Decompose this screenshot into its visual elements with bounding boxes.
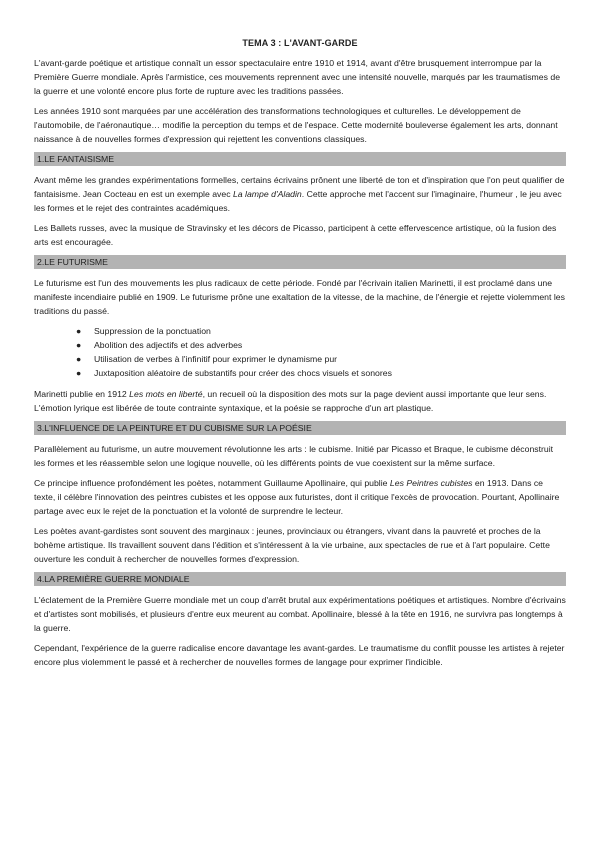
futurisme-bullet-list <box>34 324 566 380</box>
guerre-paragraph-2: Cependant, l'expérience de la guerre radicalise encore davantage les avant-gardes. Le traumatisme du conflit pousse les artistes à rejeter encore plus violemment le passé et à rechercher de nouvelles formes de langage pour exprimer l'indicible. <box>34 643 565 667</box>
document-title: TEMA 3 : L'AVANT-GARDE <box>242 38 358 48</box>
text-run: Ce principe influence profondément les poètes, notamment Guillaume Apollinaire, qui publie <box>34 478 390 488</box>
cubisme-paragraph-1: Parallèlement au futurisme, un autre mouvement révolutionne les arts : le cubisme. Initié par Picasso et Braque, le cubisme déconstruit les formes et les réassemble selon une logique nouvelle, où les différents points de vue coexistent sur la même surface. <box>34 444 554 468</box>
cubisme-paragraph-3: Les poètes avant-gardistes sont souvent des marginaux : jeunes, provinciaux ou étrangers, vivant dans la pauvreté et proches de la bohème artistique. Ils travaillent souvent dans l'édition et s'intéressent à la vie urbaine, aux spectacles de rue et à l'art populaire. Cette ouverture les conduit à rechercher de nouvelles formes d'expression. <box>34 526 550 564</box>
text-run: . Cette approche met l'accent sur l'imaginaire, l'humeur , le jeu avec les formes et le rejet des contraintes académiques. <box>34 189 562 213</box>
section-heading-guerre: 4.LA PREMIÈRE GUERRE MONDIALE <box>34 572 566 586</box>
bullet-icon: ● <box>76 354 82 364</box>
text-run: Marinetti publie en 1912 <box>34 389 130 399</box>
intro-paragraph-1: L'avant-garde poétique et artistique connaît un essor spectaculaire entre 1910 et 1914, avant d'être brusquement interrompue par la Première Guerre mondiale. Après l'armistice, ces mouvements reprennent avec une intensité nouvelle, marqués par les traumatismes de la guerre et une volonté encore plus forte de rupture avec les traditions passées. <box>34 58 561 96</box>
book-title-lampe-aladin: La lampe d'Aladin <box>232 189 302 199</box>
list-item <box>76 324 566 338</box>
guerre-paragraph-1: L'éclatement de la Première Guerre mondiale met un coup d'arrêt brutal aux expérimentations poétiques et artistiques. Nombre d'écrivains et d'artistes sont mobilisés, et plusieurs d'entre eux meurent au combat. Apollinaire, blessé à la tête en 1916, ne survivra pas longtemps à la guerre. <box>34 595 566 633</box>
text-run: en 1913. Dans ce texte, il célèbre l'innovation des peintres cubistes et les oppose aux futuristes, dont il critique l'excès de provocation. Pourtant, Apollinaire partage avec eux le rejet de la ponctuation et la volonté de surprendre le lecteur. <box>34 478 560 516</box>
list-item <box>76 338 566 352</box>
book-title-mots-en-liberte: Les mots en liberté <box>129 389 203 399</box>
futurisme-paragraph-2 <box>34 387 566 415</box>
list-item-text: Juxtaposition aléatoire de substantifs pour créer des chocs visuels et sonores <box>94 368 392 378</box>
fantaisisme-paragraph-1 <box>34 173 566 215</box>
book-title-peintres-cubistes: Les Peintres cubistes <box>389 478 473 488</box>
list-item <box>76 352 566 366</box>
bullet-icon: ● <box>76 326 82 336</box>
bullet-icon: ● <box>76 368 82 378</box>
bullet-icon: ● <box>76 340 82 350</box>
text-run: Avant même les grandes expérimentations formelles, certains écrivains prônent une liberté de ton et d'inspiration que l'on peut qualifier de fantaisisme. Jean Cocteau en est un exemple avec <box>34 175 565 199</box>
section-heading-fantaisisme: 1.LE FANTAISISME <box>34 152 566 166</box>
section-heading-futurisme: 2.LE FUTURISME <box>34 255 566 269</box>
text-run: , un recueil où la disposition des mots sur la page devient aussi importante que leur sens. L'émotion lyrique est libérée de toute contrainte syntaxique, et la poésie se rapproche d'un art plastique. <box>34 389 547 413</box>
list-item <box>76 366 566 380</box>
list-item-text: Suppression de la ponctuation <box>94 326 211 336</box>
section-heading-cubisme: 3.L'INFLUENCE DE LA PEINTURE ET DU CUBISME SUR LA POÉSIE <box>34 421 566 435</box>
cubisme-paragraph-2 <box>34 476 566 518</box>
futurisme-paragraph-1: Le futurisme est l'un des mouvements les plus radicaux de cette période. Fondé par l'écrivain italien Marinetti, il est proclamé dans une manifeste incendiaire publié en 1909. Le futurisme prône une exaltation de la vitesse, de la machine, de l'énergie et rejette violemment les traditions du passé. <box>34 278 565 316</box>
fantaisisme-paragraph-2: Les Ballets russes, avec la musique de Stravinsky et les décors de Picasso, participent à cette effervescence artistique, où la fusion des arts est encouragée. <box>34 223 557 247</box>
list-item-text: Utilisation de verbes à l'infinitif pour exprimer le dynamisme pur <box>94 354 338 364</box>
list-item-text: Abolition des adjectifs et des adverbes <box>94 340 243 350</box>
intro-paragraph-2: Les années 1910 sont marquées par une accélération des transformations technologiques et culturelles. Le développement de l'automobile, de l'aéronautique… modifie la perception du temps et de l'espace. Cette modernité bouleverse également les arts, donnant naissance à de nouvelles formes d'expression qui rejettent les conventions classiques. <box>34 106 558 144</box>
